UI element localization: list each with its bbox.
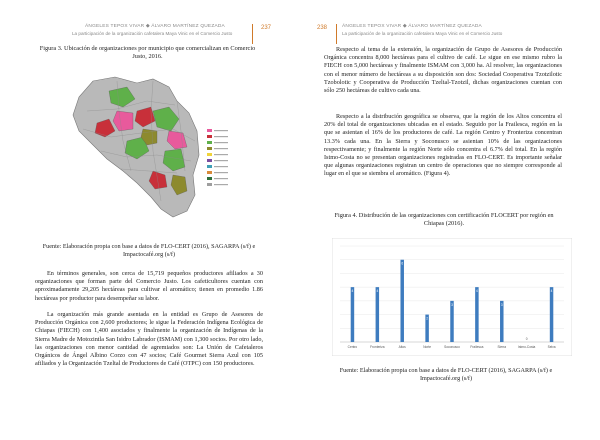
- chart-value-label: 4: [475, 289, 478, 294]
- left-header-subtitle: La participación de la organización cafetalera Maya Vinic en el Comercio Justo: [72, 31, 233, 36]
- figure-4-source: Fuente: Elaboración propia con base a datos de FLO-CERT (2016), SAGARPA (s/f) e Impactocafé.org (s/f): [339, 367, 553, 383]
- chart-category-label: Soconusco: [444, 345, 460, 349]
- chart-value-label: 4: [351, 289, 354, 294]
- left-paragraph-2: La organización más grande asentada en la entidad es Grupo de Asesores de Producción Orgánica con 2,600 productores; le sigue la Federación Indígena Ecológica de Chiapas (FIECH) con 1,400 asociados y finalmente la organización de Indígenas de la Sierra Madre de Motozintla San Isidro Labrador (ISMAM) con 1,300 socios. Por otro lado, las organizaciones con menor cantidad de agremiados son: La Unión de Cafetaleros Orgánicos de Ángel Albino Corzo con 47 socios; Café Gourmet Sierra Azul con 105 afiliados y la Organización Tzeltal de Productores de Café (OTPC) con 150 productores.: [35, 311, 263, 368]
- chart-category-label: Centro: [347, 345, 358, 349]
- figure-4-caption: Figura 4. Distribución de las organizaciones con certificación FLOCERT por región en Chiapas (2016).: [334, 212, 554, 228]
- chart-bar-selva: [550, 287, 553, 342]
- chiapas-map: [57, 71, 237, 225]
- right-paragraph-1: Respecto al tema de la extensión, la organización de Grupo de Asesores de Producción Orgánica concentra 8,000 hectáreas para el cultivo de café. Le sigue en ese mismo rubro la FIECH con 5,000 hectáreas y finalmente ISMAM con 3,000 ha. Al resolver, las organizaciones con el menor número de hectáreas a su disposición son dos: Sociedad Cooperativa Tzotzilotic Tzobolotic y Cooperativa de Producción Tzeltal-Tzotzil, dichas organizaciones cuentan con sólo 250 hectáreas de cultivo cada una.: [324, 46, 562, 95]
- right-header-subtitle: La participación de la organización cafetalera Maya Vinic en el Comercio Justo: [342, 31, 503, 36]
- chart-value-label: 0: [525, 337, 528, 341]
- chart-category-label: Istmo-Costa: [518, 345, 536, 349]
- chart-category-label: Frailesca: [470, 345, 484, 349]
- chart-category-label: Altos: [398, 345, 406, 349]
- chart-category-label: Fronteriza: [370, 345, 385, 349]
- chart-bar-fronteriza: [376, 287, 379, 342]
- left-page-number: 237: [261, 25, 272, 31]
- chart-category-label: Sierra: [497, 345, 507, 349]
- chart-value-label: 4: [376, 289, 379, 294]
- chart-value-label: 3: [500, 302, 503, 307]
- figure-3-caption: Figura 3. Ubicación de organizaciones por municipio que comercializan en Comercio Justo, 2016.: [39, 45, 256, 61]
- chart-bar-altos: [400, 260, 403, 342]
- left-paragraph-1: En términos generales, son cerca de 15,719 pequeños productores afiliados a 30 organizaciones que forman parte del Comercio Justo. Los cafeticultores cuentan con aproximadamente 29,205 hectáreas para cultivar el aromático; tienen en promedio 1.86 hectáreas por productor para desempeñar su labor.: [35, 270, 263, 302]
- right-header-divider: [336, 24, 337, 44]
- right-paragraph-2: Respecto a la distribución geográfica se observa, que la región de los Altos concentra el 20% del total de organizaciones ubicadas en el estado. Seguido por la Frailesca, región en la que se asientan el 16% de los productores de café. La región Centro y Fronteriza concentran 13.3% cada una. En la Sierra y Soconusco se asientan 10% de las organizaciones respectivamente; y finalmente la región Norte sólo concentra el 6.7% del total. En la región Istmo-Costa no se presentan organizaciones registradas en FLO-CERT. Es importante señalar que algunas organizaciones registran un centro de operaciones que no siempre corresponde al lugar en el que se siembra el aromático. (Figura 4).: [324, 113, 562, 178]
- chart-bar-centro: [351, 287, 354, 342]
- chart-bar-sierra: [500, 301, 503, 342]
- right-page-number: 238: [317, 25, 328, 31]
- chart-value-label: 6: [401, 261, 404, 266]
- figure-3-source: Fuente: Elaboración propia con base a datos de FLO-CERT (2016), SAGARPA (s/f) e Impactocafé.org (s/f): [42, 243, 256, 259]
- chart-bar-frailesca: [475, 287, 478, 342]
- left-header-divider: [252, 24, 253, 44]
- right-page: [300, 0, 600, 440]
- chart-value-label: 3: [451, 302, 453, 307]
- chart-bar-soconusco: [450, 301, 453, 342]
- chart-value-label: 4: [550, 289, 553, 294]
- left-header-authors: ÁNGELES TEPOX VIVAR ◆ ÁLVARO MARTÍNEZ QUEZADA: [85, 24, 225, 29]
- chart-value-label: 2: [426, 316, 429, 321]
- chart-category-label: Norte: [423, 345, 432, 349]
- map-legend: [207, 129, 228, 186]
- chart-category-labels: [348, 345, 556, 349]
- figure-4-bar-chart: [332, 238, 572, 356]
- right-header-authors: ÁNGELES TEPOX VIVAR ◆ ÁLVARO MARTÍNEZ QUEZADA: [342, 24, 482, 29]
- chart-category-label: Selva: [547, 345, 556, 349]
